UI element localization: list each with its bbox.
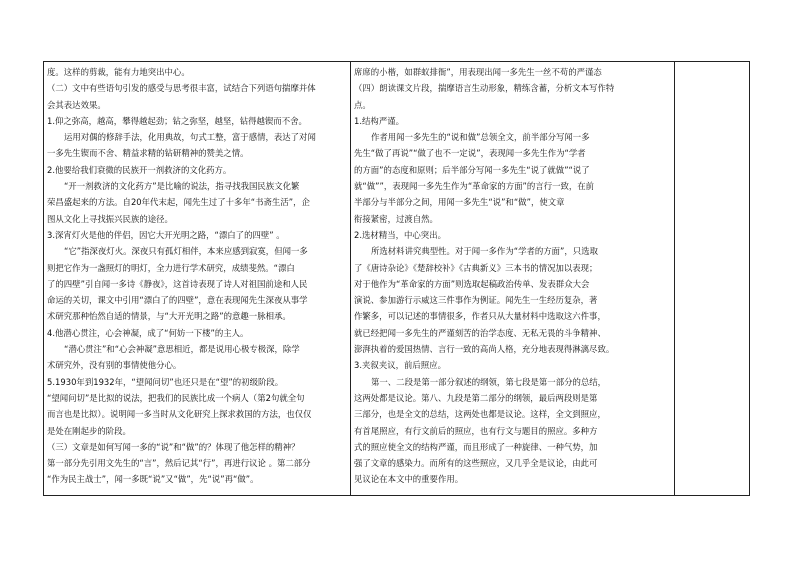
table-column-content-left: [44, 62, 350, 495]
text-line: （三）文章是如何写闻一多的“说”和“做”的？体现了他怎样的精神？: [47, 441, 300, 452]
text-line: 席席的小楷，如群蚁排衙”，用表现出闻一多先生一丝不苟的严谨态: [354, 67, 602, 77]
text-line: 1.仰之弥高，越高，攀得越起劲；钻之弥坚，越坚，钻得越锲而不舍。: [47, 115, 307, 126]
text-line: 一多先生锲而不舍、精益求精的钻研精神的赞美之情。: [47, 148, 249, 159]
text-line: 3.夹叙夹议，前后照应。: [354, 360, 446, 371]
text-line: 就“做””，表现闻一多先生作为“革命家的方面”的言行一致，在前: [354, 181, 595, 192]
text-line: 了的四壁”引自闻一多诗《静夜》，这首诗表现了诗人对祖国前途和人民: [47, 278, 308, 289]
text-line: 2.选材精当，中心突出。: [354, 229, 446, 240]
text-line: “作为民主战士”，闻一多既“说”又“做”，先“说”再“做”。: [47, 474, 259, 485]
text-line: 先生“做了再说”“做了也不一定说”，表现闻一多先生作为“学者: [354, 148, 586, 159]
text-line: 3.深宵灯火是他的伴侣，因它大开光明之路，“漂白了的四壁” 。: [47, 229, 285, 240]
text-line: （二）文中有些语句引发的感受与思考很丰富，试结合下列语句揣摩并体: [47, 83, 316, 94]
text-line: “它”指深夜灯火。深夜只有孤灯相伴，本来应感到寂寞，但闻一多: [64, 246, 308, 257]
text-line: 5.1930年到1932年，“望闻问切”也还只是在“望”的初级阶段。: [47, 376, 284, 387]
text-line: “潜心贯注”和“心会神凝”意思相近，都是说用心极专极深，除学: [64, 344, 300, 355]
text-line: 作者用闻一多先生的“说和做”总领全文，前半部分写闻一多: [371, 132, 590, 143]
text-line: 4.他潜心贯注，心会神凝，成了“何妨一下楼”的主人。: [47, 327, 249, 338]
text-line: 1.结构严谨。: [354, 115, 405, 126]
text-line: 运用对偶的修辞手法，化用典故，句式工整，富于感情，表达了对闻: [64, 132, 316, 143]
text-line: 了《唐诗杂论》《楚辞校补》《古典新义》三本书的情况加以表现；: [354, 262, 598, 273]
text-line: 术研究外，没有别的事情使他分心。: [47, 360, 182, 371]
text-line: “开一剂救济的文化药方”是比喻的说法，指寻找我国民族文化繁: [64, 181, 300, 192]
text-line: 式的照应使全文的结构严谨，而且形成了一种旋律、一种气势，加: [354, 441, 598, 452]
text-line: 点。: [354, 99, 371, 110]
text-line: 半部分与半部分之间，用闻一多先生“说”和“做”，使文章: [354, 197, 565, 208]
text-line: 术研究那种怡然自适的情景，与“大开光明之路”的意趣一脉相承。: [47, 311, 291, 322]
text-line: 图从文化上寻找振兴民族的途径。: [47, 213, 173, 224]
text-line: 2.他要给我们衰微的民族开一剂救济的文化药方。: [47, 164, 232, 175]
text-line: 就已经把闻一多先生的严谨刻苦的治学态度、无私无畏的斗争精神、: [354, 327, 606, 338]
table-column-content-middle: [351, 62, 674, 495]
text-line: 会其表达效果。: [47, 99, 106, 110]
text-line: 是处在刚起步的阶段。: [47, 425, 131, 436]
lesson-table: [43, 61, 750, 496]
text-line: 则把它作为一盏照灯的明灯，全力进行学术研究，成绩斐然。“漂白: [47, 262, 295, 273]
text-line: 荣昌盛起来的方法。自20年代末起，闻先生过了十多年“书斋生活”，企: [47, 197, 310, 208]
text-line: 第一、二段是第一部分叙述的纲领，第七段是第一部分的总结，: [371, 376, 607, 387]
text-line: 衔接紧密，过渡自然。: [354, 213, 438, 224]
text-line: 第一部分先引用文先生的“言”，然后记其“行”，再进行议论 。第二部分: [47, 458, 311, 469]
text-line: 的方面”的态度和原则；后半部分写闻一多先生“说了就做”“说了: [354, 164, 590, 175]
text-line: 见议论在本文中的重要作用。: [354, 474, 464, 485]
text-line: 所选材料讲究典型性。对于闻一多作为“学者的方面”，只选取: [371, 246, 598, 257]
text-line: 这两处都是议论。第八、九段是第二部分的纲领，最后两段则是第: [354, 392, 598, 403]
text-line: 强了文章的感染力。而所有的这些照应，又几乎全是议论，由此可: [354, 458, 598, 469]
text-line: 对于他作为“革命家的方面”则选取起稿政治传单、发表群众大会: [354, 278, 590, 289]
text-line: （四）朗读课文片段，揣摩语言生动形象，精练含蓄，分析文本写作特: [354, 83, 615, 94]
table-column-notes: [675, 62, 749, 495]
text-line: 三部分，也是全文的总结，这两处也都是议论。这样，全文到照应，: [354, 409, 606, 420]
text-line: “望闻问切”是比拟的说法，把我们的民族比成一个病人（第2句就全句: [47, 392, 305, 403]
text-line: 澎湃执着的爱国热情、言行一致的高尚人格，充分地表现得淋漓尽致。: [354, 344, 615, 355]
text-line: 作繁多，可以记述的事情很多，作者只从大量材料中选取这六件事，: [354, 311, 606, 322]
text-line: 演说、参加游行示威这三件事作为例证。闻先生一生经历复杂，著: [354, 295, 598, 306]
text-line: 有首尾照应，有行文前后的照应，也有行文与题目的照应。多种方: [354, 425, 598, 436]
text-line: 而言也是比拟）。说明闻一多当时从文化研究上探求救国的方法，也仅仅: [47, 409, 312, 420]
text-line: 度。这样的剪裁，能有力地突出中心。: [47, 67, 190, 77]
text-line: 命运的关切，课文中引用“漂白了的四壁”，意在表现闻先生深夜从事学: [47, 295, 308, 306]
